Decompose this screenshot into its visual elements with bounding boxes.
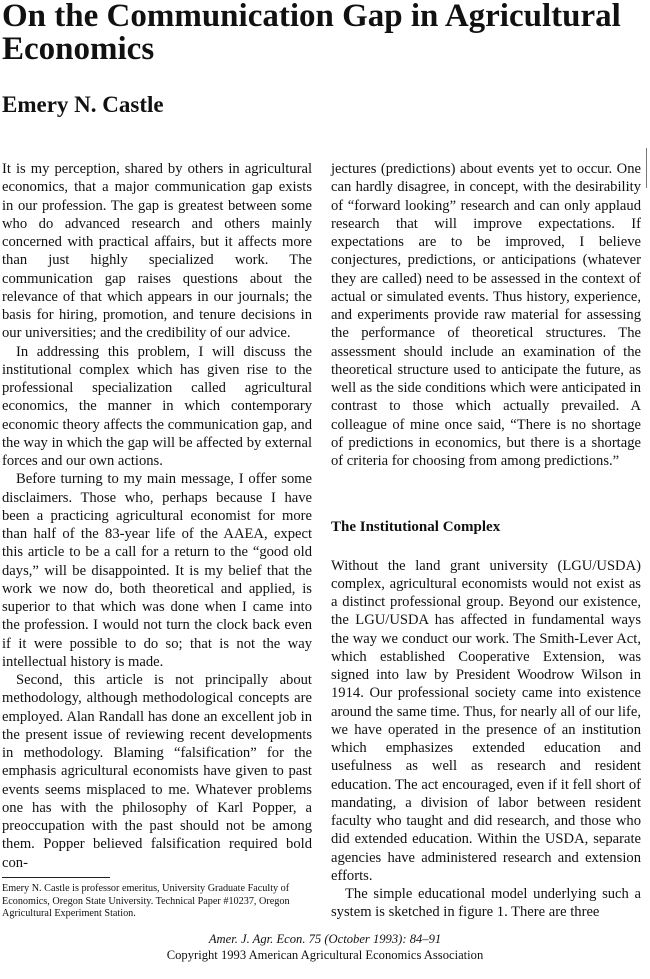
body-paragraph: jectures (predictions) about events yet to occur. One can hardly disagree, in concept, with the desirability of “forward looking” research and can only applaud research that will improve expectations. If expectations are to be improved, I believe conjectures, predictions, or anticipations (whatever they are called) need to be assessed in the context of actual or simulated events. Thus history, experience, and experiments provide raw material for assessing the performance of theoretical structures. The assessment should include an examination of the theoretical structure used to anticipate the future, as well as the side conditions which were anticipated in contrast to those which actually prevailed. A colleague of mine once said, “There is no shortage of predictions in economics, but there is a shortage of criteria for choosing from among predictions.” xyxy=(331,161,641,469)
body-paragraph: The simple educational model underlying such a system is sketched in figure 1. There are three xyxy=(331,886,641,921)
footnote-divider xyxy=(2,877,110,878)
body-paragraph: Before turning to my main message, I offer some disclaimers. Those who, perhaps because I have been a practicing agricultural economist for more than half of the 83-year life of the AAEA, expect this article to be a call for a return to the “good old days,” will be disappointed. It is my belief that the work we now do, both theoretical and applied, is superior to that which was done when I came into the profession. I would not turn the clock back even if it were possible to do so; that is not the way intellectual history is made. xyxy=(2,471,312,670)
body-paragraph: Without the land grant university (LGU/USDA) complex, agricultural economists would not exist as a distinct professional group. Beyond our existence, the LGU/USDA has affected in fundamental ways the way we conduct our work. The Smith-Lever Act, which established Cooperative Extension, was signed into law by President Woodrow Wilson in 1914. Our professional society came into existence around the same time. Thus, for nearly all of our life, we have operated in the presence of an institution which emphasizes extended education and usefulness as well as research and resident education. The act encouraged, even if it fell short of mandating, a division of labor between resident faculty who taught and did research, and those who did extended education. Within the USDA, separate agencies have administered research and extension efforts. xyxy=(331,557,641,884)
author-footnote: Emery N. Castle is professor emeritus, University Graduate Faculty of Economics, Oregon State University. Technical Paper #10237, Oregon Agricultural Experiment Station. xyxy=(2,883,290,920)
author-name: Emery N. Castle xyxy=(2,92,164,117)
body-paragraph: Second, this article is not principally about methodology, although methodological concepts are employed. Alan Randall has done an excellent job in the present issue of reviewing recent developments in methodology. Blaming “falsification” for the emphasis agricultural economists have given to past events seems misplaced to me. Whatever problems one has with the philosophy of Karl Popper, a preoccupation with the past should not be among them. Popper believed falsification required bold con- xyxy=(2,672,312,871)
journal-citation: Amer. J. Agr. Econ. 75 (October 1993): 84–91 xyxy=(208,932,442,946)
section-heading: The Institutional Complex xyxy=(331,519,501,536)
article-title: On the Communication Gap in Agricultural Economics xyxy=(2,0,621,67)
body-paragraph: In addressing this problem, I will discuss the institutional complex which has given rise to the professional specialization called agricultural economics, the manner in which contemporary economic theory affects the communication gap, and the way in which the gap will be affected by external forces and our own actions. xyxy=(2,343,312,469)
body-paragraph: It is my perception, shared by others in agricultural economics, that a major communication gap exists in our profession. The gap is greatest between some who do advanced research and others mainly concerned with practical affairs, but it affects more than just highly specialized work. The communication gap raises questions about the relevance of that which appears in our journals; the basis for hiring, promotion, and tenure decisions in our universities; and the credibility of our advice. xyxy=(2,161,312,342)
copyright-line: Copyright 1993 American Agricultural Economics Association xyxy=(166,948,484,962)
scan-edge-mark xyxy=(646,148,647,188)
body-column-left xyxy=(2,160,312,872)
body-column-right xyxy=(331,160,641,922)
